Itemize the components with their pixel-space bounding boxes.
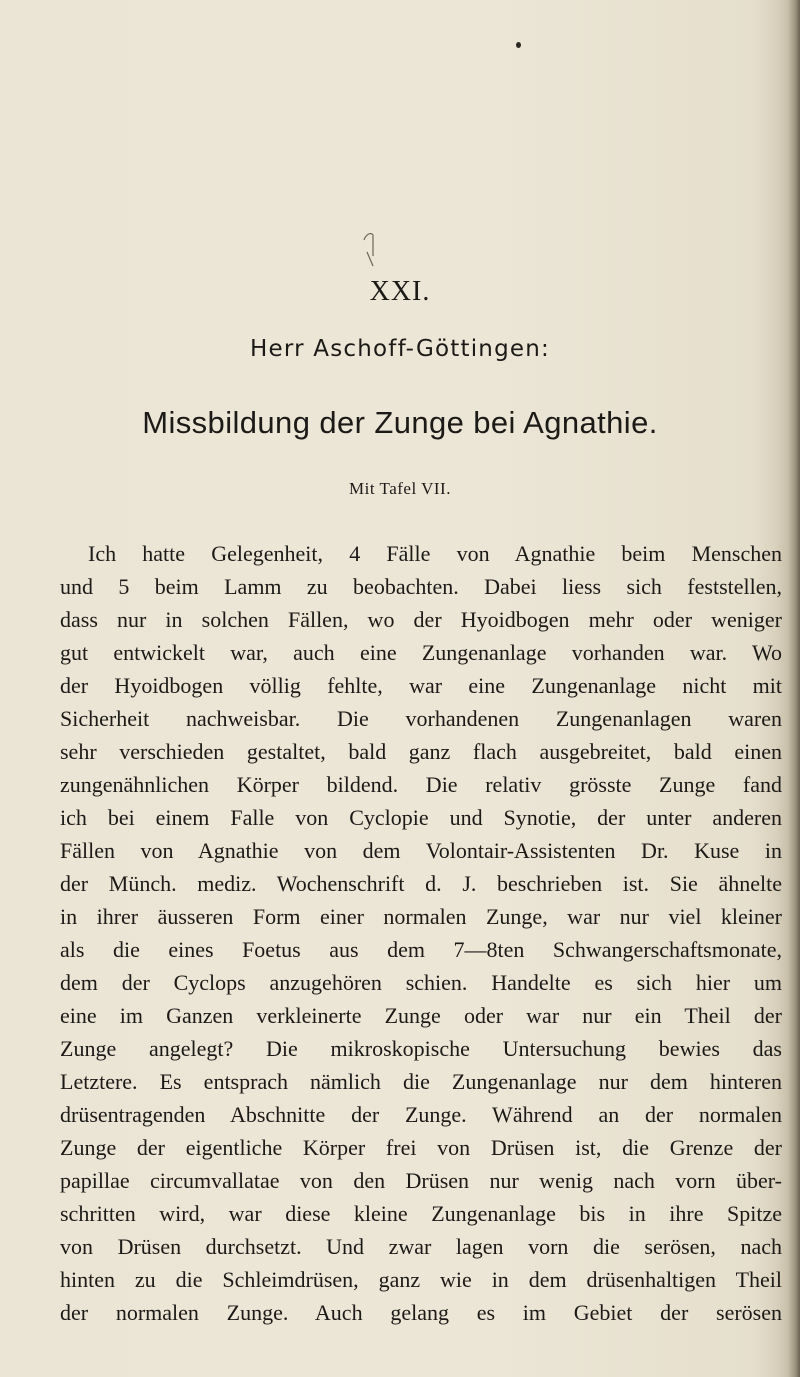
text-line: der Hyoidbogen völlig fehlte, war eine Zungenanlage nicht mit — [60, 673, 782, 698]
text-line: Fällen von Agnathie von dem Volontair-Assistenten Dr. Kuse in — [60, 838, 782, 863]
text-line: Ich hatte Gelegenheit, 4 Fälle von Agnathie beim Menschen — [88, 541, 782, 566]
text-line: in ihrer äusseren Form einer normalen Zunge, war nur viel kleiner — [60, 904, 782, 929]
text-line: als die eines Foetus aus dem 7—8ten Schwangerschaftsmonate, — [60, 937, 782, 962]
text-line: der normalen Zunge. Auch gelang es im Gebiet der serösen — [60, 1300, 782, 1325]
text-line: Letztere. Es entsprach nämlich die Zungenanlage nur dem hinteren — [60, 1069, 782, 1094]
text-line: drüsentragenden Abschnitte der Zunge. Während an der normalen — [60, 1102, 782, 1127]
text-line: eine im Ganzen verkleinerte Zunge oder war nur ein Theil der — [60, 1003, 782, 1028]
text-line: der Münch. mediz. Wochenschrift d. J. beschrieben ist. Sie ähnelte — [60, 871, 782, 896]
text-line: und 5 beim Lamm zu beobachten. Dabei liess sich feststellen, — [60, 574, 782, 599]
author-name: Herr Aschoff-Göttingen: — [250, 336, 550, 362]
text-line: dass nur in solchen Fällen, wo der Hyoidbogen mehr oder weniger — [60, 607, 782, 632]
text-line: dem der Cyclops anzugehören schien. Handelte es sich hier um — [60, 970, 782, 995]
text-line: ich bei einem Falle von Cyclopie und Synotie, der unter anderen — [60, 805, 782, 830]
text-line: von Drüsen durchsetzt. Und zwar lagen vorn die serösen, nach — [60, 1234, 782, 1259]
text-line: gut entwickelt war, auch eine Zungenanlage vorhanden war. Wo — [60, 640, 782, 665]
text-line: Zunge der eigentliche Körper frei von Drüsen ist, die Grenze der — [60, 1135, 782, 1160]
author-line — [0, 336, 800, 362]
text-line: papillae circumvallatae von den Drüsen nur wenig nach vorn über- — [60, 1168, 782, 1193]
text-line: schritten wird, war diese kleine Zungenanlage bis in ihre Spitze — [60, 1201, 782, 1226]
article-title: Missbildung der Zunge bei Agnathie. — [142, 405, 658, 440]
text-line: Sicherheit nachweisbar. Die vorhandenen Zungenanlagen waren — [60, 706, 782, 731]
text-line: zungenähnlichen Körper bildend. Die relativ grösste Zunge fand — [60, 772, 782, 797]
text-line: Zunge angelegt? Die mikroskopische Untersuchung bewies das — [60, 1036, 782, 1061]
text-line: hinten zu die Schleimdrüsen, ganz wie in dem drüsenhaltigen Theil — [60, 1267, 782, 1292]
ink-dot-mark — [516, 42, 521, 48]
plate-reference: Mit Tafel VII. — [349, 479, 451, 498]
text-line: sehr verschieden gestaltet, bald ganz flach ausgebreitet, bald einen — [60, 739, 782, 764]
chapter-number: XXI. — [369, 276, 431, 307]
body-text — [60, 537, 782, 1329]
page-edge-shadow — [788, 0, 800, 1377]
pencil-mark-icon — [358, 226, 382, 270]
